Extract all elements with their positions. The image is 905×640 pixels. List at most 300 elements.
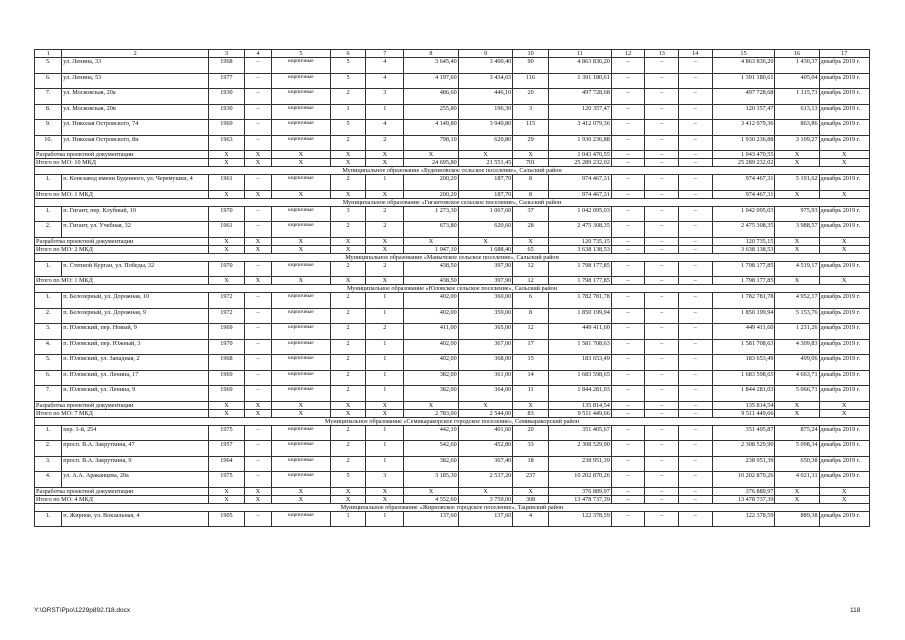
table-cell: 3 109,27 (775, 135, 819, 151)
column-header-cell: 2 (62, 50, 209, 58)
table-cell: – (645, 104, 679, 120)
table-cell: 238 951,39 (548, 456, 611, 472)
building-row (35, 175, 870, 191)
summary-cell: X (330, 277, 366, 285)
table-cell: 3 185,30 (404, 472, 459, 488)
summary-cell: – (645, 190, 679, 198)
table-cell: 3 (330, 206, 366, 222)
summary-cell: X (366, 190, 404, 198)
table-cell: 122 378,59 (548, 511, 611, 527)
table-cell: пер. 1-й, 254 (62, 425, 209, 441)
table-cell: – (645, 324, 679, 340)
table-cell: 2 (366, 261, 404, 277)
table-cell: 4 (366, 73, 404, 89)
building-row (35, 324, 870, 340)
summary-cell: 13 478 737,39 (548, 495, 611, 503)
table-cell: 497 728,68 (712, 89, 775, 105)
summary-cell: X (819, 409, 869, 417)
summary-row (35, 409, 870, 417)
table-cell: – (645, 58, 679, 74)
summary-cell: X (330, 190, 366, 198)
table-cell: 1 115,73 (775, 89, 819, 105)
column-header-cell: 9 (458, 50, 513, 58)
table-cell: – (678, 120, 712, 136)
summary-cell: X (404, 401, 459, 409)
table-cell: 438,50 (404, 261, 459, 277)
table-cell: 137,60 (404, 511, 459, 527)
building-row (35, 73, 870, 89)
summary-cell: 1 798 177,85 (712, 277, 775, 285)
table-cell: 1 (366, 511, 404, 527)
column-header-cell: 11 (548, 50, 611, 58)
table-cell: 401,60 (458, 425, 513, 441)
table-cell: 37 (513, 206, 549, 222)
table-cell: 2. (35, 222, 62, 238)
summary-cell: X (330, 151, 366, 159)
summary-cell: X (819, 190, 869, 198)
table-cell: 2 537,20 (458, 472, 513, 488)
summary-cell: X (366, 495, 404, 503)
section-heading-row (35, 503, 870, 511)
table-cell: 29 (513, 135, 549, 151)
summary-cell: – (678, 159, 712, 167)
table-cell: 5 (330, 120, 366, 136)
table-cell: – (678, 293, 712, 309)
building-row (35, 206, 870, 222)
summary-cell: X (775, 277, 819, 285)
summary-cell: X (209, 237, 245, 245)
summary-cell: 2 783,00 (404, 409, 459, 417)
table-cell: 452,80 (458, 441, 513, 457)
table-cell: 238 951,39 (712, 456, 775, 472)
table-cell: декабрь 2019 г. (819, 58, 869, 74)
table-cell: – (611, 135, 645, 151)
table-cell: 1 798 177,85 (548, 261, 611, 277)
table-body (35, 50, 870, 527)
table-cell: – (678, 425, 712, 441)
summary-cell: X (775, 159, 819, 167)
summary-cell: 3 638 138,53 (712, 245, 775, 253)
table-cell: 1970 (209, 339, 245, 355)
table-cell: ул. Ленина, 53 (62, 73, 209, 89)
building-row (35, 370, 870, 386)
column-header-cell: 13 (645, 50, 679, 58)
table-cell: п. Юловский, пер. Новый, 9 (62, 324, 209, 340)
table-cell: – (244, 441, 271, 457)
table-cell: 351 405,67 (548, 425, 611, 441)
table-cell: 5 191,62 (775, 175, 819, 191)
table-cell: – (244, 120, 271, 136)
table-cell: 1957 (209, 441, 245, 457)
table-cell: декабрь 2019 г. (819, 425, 869, 441)
table-cell: 2 (366, 206, 404, 222)
table-cell: 2 (330, 386, 366, 402)
table-cell: – (645, 120, 679, 136)
table-cell: декабрь 2019 г. (819, 175, 869, 191)
table-cell: 1969 (209, 324, 245, 340)
building-row (35, 308, 870, 324)
summary-cell: 187,70 (458, 190, 513, 198)
table-cell: – (244, 386, 271, 402)
table-cell: – (678, 441, 712, 457)
summary-cell: – (645, 409, 679, 417)
table-cell: 6. (35, 370, 62, 386)
table-cell: 1 (366, 456, 404, 472)
table-cell: 1 (366, 339, 404, 355)
summary-cell: 3 638 138,53 (548, 245, 611, 253)
building-row (35, 339, 870, 355)
table-cell: – (678, 308, 712, 324)
table-cell: 2 (330, 355, 366, 371)
table-cell: 12 (513, 324, 549, 340)
table-cell: 5 (330, 58, 366, 74)
table-cell: кирпичные (272, 175, 331, 191)
summary-cell: – (611, 277, 645, 285)
table-cell: 1 930 236,88 (712, 135, 775, 151)
table-cell: – (678, 261, 712, 277)
summary-cell: X (819, 245, 869, 253)
table-cell: – (611, 386, 645, 402)
table-cell: 3 988,57 (775, 222, 819, 238)
table-cell: – (678, 58, 712, 74)
table-cell: кирпичные (272, 441, 331, 457)
table-cell: кирпичные (272, 89, 331, 105)
table-cell: 1 231,26 (775, 324, 819, 340)
table-cell: 28 (513, 222, 549, 238)
table-cell: 1 (366, 425, 404, 441)
table-cell: – (678, 89, 712, 105)
table-cell: 20 (513, 89, 549, 105)
table-cell: просп. В.А. Закруткина, 9 (62, 456, 209, 472)
table-cell: п. Юловский, ул. Западная, 2 (62, 355, 209, 371)
table-cell: 2 (330, 89, 366, 105)
table-cell: 497 728,68 (548, 89, 611, 105)
table-cell: 3 (513, 104, 549, 120)
summary-cell: X (366, 245, 404, 253)
summary-cell: – (678, 409, 712, 417)
summary-cell: 135 814,54 (548, 401, 611, 409)
summary-cell: X (366, 159, 404, 167)
table-cell: 1 042 095,03 (712, 206, 775, 222)
building-row (35, 222, 870, 238)
summary-cell: – (611, 190, 645, 198)
table-cell: 5 (330, 472, 366, 488)
table-cell: кирпичные (272, 104, 331, 120)
table-cell: 1 (330, 104, 366, 120)
table-cell: 1 844 281,03 (712, 386, 775, 402)
summary-cell: 65 (513, 245, 549, 253)
table-cell: 120 357,47 (712, 104, 775, 120)
table-cell: 1 798 177,85 (712, 261, 775, 277)
table-cell: 1970 (209, 206, 245, 222)
table-cell: кирпичные (272, 222, 331, 238)
table-cell: декабрь 2019 г. (819, 456, 869, 472)
table-cell: 1969 (209, 370, 245, 386)
summary-cell: 2 544,00 (458, 409, 513, 417)
table-cell: 1 581 708,63 (712, 339, 775, 355)
summary-cell: 13 478 737,39 (712, 495, 775, 503)
table-cell: 14 (513, 370, 549, 386)
summary-cell: X (819, 487, 869, 495)
table-cell: 3 (366, 472, 404, 488)
table-cell: 449 411,60 (548, 324, 611, 340)
table-cell: декабрь 2019 г. (819, 511, 869, 527)
table-cell: 442,10 (404, 425, 459, 441)
table-cell: – (645, 425, 679, 441)
section-heading-row (35, 167, 870, 175)
summary-cell: X (272, 245, 331, 253)
table-cell: – (244, 472, 271, 488)
table-cell: 3 (366, 89, 404, 105)
table-cell: 2 (330, 175, 366, 191)
table-cell: – (611, 58, 645, 74)
table-cell: 351 495,87 (712, 425, 775, 441)
program-table-sheet (34, 49, 870, 527)
table-cell: 137,60 (458, 511, 513, 527)
summary-cell: X (272, 495, 331, 503)
summary-label: Итого по МО: 4 МКД (35, 495, 209, 503)
summary-cell: X (819, 151, 869, 159)
table-cell: 1 (366, 355, 404, 371)
column-header-cell: 8 (404, 50, 459, 58)
table-cell: – (244, 511, 271, 527)
table-cell: – (244, 425, 271, 441)
summary-cell: X (513, 487, 549, 495)
table-cell: 2 (366, 135, 404, 151)
summary-cell: 397,90 (458, 277, 513, 285)
table-cell: 402,00 (404, 293, 459, 309)
table-cell: – (244, 104, 271, 120)
summary-label: Итого по МО: 1 МКД (35, 277, 209, 285)
table-cell: 1963 (209, 135, 245, 151)
summary-cell: X (458, 401, 513, 409)
table-cell: 5. (35, 355, 62, 371)
summary-label: Итого по МО: 1 МКД (35, 190, 209, 198)
summary-cell: X (244, 159, 271, 167)
table-cell: – (645, 441, 679, 457)
table-cell: – (244, 324, 271, 340)
summary-cell: – (611, 495, 645, 503)
table-cell: – (678, 222, 712, 238)
summary-cell: 9 511 449,66 (712, 409, 775, 417)
municipality-heading: Муниципальное образование «Семикаракорское городское поселение», Семикаракорский район (35, 417, 870, 425)
summary-cell: – (611, 151, 645, 159)
table-cell: кирпичные (272, 324, 331, 340)
summary-cell: X (330, 401, 366, 409)
table-cell: п. Степной Курган, ул. Победы, 32 (62, 261, 209, 277)
table-cell: 33 (513, 441, 549, 457)
table-cell: – (611, 511, 645, 527)
table-cell: ул. Ленина, 33 (62, 58, 209, 74)
table-cell: – (645, 339, 679, 355)
table-cell: 10. (35, 135, 62, 151)
section-heading-row (35, 417, 870, 425)
building-row (35, 425, 870, 441)
table-cell: п. Юловский, пер. Южный, 3 (62, 339, 209, 355)
table-cell: 449 411,60 (712, 324, 775, 340)
table-cell: 1 (366, 175, 404, 191)
summary-cell: 24 695,80 (404, 159, 459, 167)
page-number: 118 (850, 607, 861, 614)
section-heading-row (35, 253, 870, 261)
section-heading-row (35, 285, 870, 293)
table-cell: – (678, 206, 712, 222)
summary-cell: – (645, 237, 679, 245)
table-cell: 12 (513, 261, 549, 277)
table-cell: 4 197,60 (404, 73, 459, 89)
table-cell: 4. (35, 339, 62, 355)
table-cell: п. Жирнов, ул. Вокзальная, 4 (62, 511, 209, 527)
summary-cell: X (404, 151, 459, 159)
table-cell: – (611, 339, 645, 355)
summary-row (35, 277, 870, 285)
summary-cell: X (209, 190, 245, 198)
summary-label: Разработка проектной документации (35, 487, 209, 495)
table-cell: – (678, 175, 712, 191)
table-cell: 2 (330, 293, 366, 309)
summary-cell: 974 467,31 (712, 190, 775, 198)
table-cell: 402,00 (404, 308, 459, 324)
table-cell: 5 098,34 (775, 441, 819, 457)
table-cell: 4 (366, 58, 404, 74)
table-cell: 4 663,71 (775, 370, 819, 386)
table-cell: – (645, 222, 679, 238)
table-cell: 18 (513, 456, 549, 472)
summary-cell: – (645, 495, 679, 503)
summary-cell: X (209, 495, 245, 503)
summary-row (35, 159, 870, 167)
table-cell: декабрь 2019 г. (819, 386, 869, 402)
table-cell: кирпичные (272, 293, 331, 309)
table-cell: – (244, 370, 271, 386)
summary-row (35, 237, 870, 245)
building-row (35, 456, 870, 472)
summary-cell: X (244, 245, 271, 253)
table-cell: 183 653,49 (712, 355, 775, 371)
table-cell: – (678, 73, 712, 89)
summary-cell: X (244, 401, 271, 409)
table-cell: – (645, 370, 679, 386)
table-cell: 2 (330, 370, 366, 386)
summary-cell: X (404, 237, 459, 245)
table-cell: кирпичные (272, 370, 331, 386)
summary-cell: X (366, 409, 404, 417)
summary-cell: – (678, 190, 712, 198)
table-cell: 397,90 (458, 261, 513, 277)
summary-cell: X (458, 151, 513, 159)
table-cell: – (244, 89, 271, 105)
table-cell: 875,24 (775, 425, 819, 441)
housing-repair-table (34, 49, 870, 527)
summary-row (35, 495, 870, 503)
summary-cell: – (645, 401, 679, 409)
summary-cell: – (611, 487, 645, 495)
table-cell: 2 (330, 456, 366, 472)
summary-cell: X (330, 237, 366, 245)
table-cell: 411,00 (404, 324, 459, 340)
table-cell: 1968 (209, 355, 245, 371)
table-cell: – (611, 308, 645, 324)
table-cell: 1 (366, 370, 404, 386)
summary-row (35, 151, 870, 159)
table-cell: – (611, 472, 645, 488)
table-cell: кирпичные (272, 386, 331, 402)
table-cell: – (611, 425, 645, 441)
column-header-cell: 15 (712, 50, 775, 58)
summary-cell: 8 (513, 190, 549, 198)
table-cell: п. Юловский, ул. Ленина, 9 (62, 386, 209, 402)
summary-cell: 308 (513, 495, 549, 503)
table-cell: 2 (330, 324, 366, 340)
table-cell: – (611, 370, 645, 386)
table-cell: кирпичные (272, 120, 331, 136)
table-cell: 3. (35, 456, 62, 472)
table-cell: 382,60 (404, 456, 459, 472)
summary-cell: X (366, 487, 404, 495)
table-cell: 10 202 870,26 (548, 472, 611, 488)
table-cell: 8 (513, 175, 549, 191)
table-cell: – (611, 120, 645, 136)
table-cell: – (678, 324, 712, 340)
table-cell: 8. (35, 104, 62, 120)
summary-cell: 9 511 449,66 (548, 409, 611, 417)
summary-cell: X (775, 495, 819, 503)
table-cell: – (678, 370, 712, 386)
summary-cell: X (244, 487, 271, 495)
table-cell: 2 308 529,90 (548, 441, 611, 457)
municipality-heading: Муниципальное образование «Жирновское городское поселение», Тацинский район (35, 503, 870, 511)
table-cell: 9. (35, 120, 62, 136)
table-cell: – (645, 73, 679, 89)
summary-cell: X (244, 190, 271, 198)
building-row (35, 355, 870, 371)
summary-cell: – (678, 277, 712, 285)
summary-cell: 1 043 470,55 (712, 151, 775, 159)
table-cell: 116 (513, 73, 549, 89)
summary-cell: X (272, 277, 331, 285)
column-header-cell: 5 (272, 50, 331, 58)
table-cell: 8 (513, 308, 549, 324)
summary-cell: 1 798 177,85 (548, 277, 611, 285)
table-cell: 382,00 (404, 386, 459, 402)
table-cell: – (645, 175, 679, 191)
building-row (35, 441, 870, 457)
summary-cell: X (330, 245, 366, 253)
summary-cell: – (645, 151, 679, 159)
table-cell: 3 434,65 (458, 73, 513, 89)
table-cell: 2 (330, 222, 366, 238)
table-cell: 10 202 870,26 (712, 472, 775, 488)
building-row (35, 261, 870, 277)
summary-cell: 21 551,45 (458, 159, 513, 167)
summary-cell: X (366, 277, 404, 285)
table-cell: 17 (513, 339, 549, 355)
column-header-cell: 16 (775, 50, 819, 58)
table-cell: 405,04 (775, 73, 819, 89)
table-cell: 1 (366, 293, 404, 309)
table-cell: 2 475 308,35 (548, 222, 611, 238)
summary-cell: 25 289 232,02 (548, 159, 611, 167)
table-cell: – (645, 355, 679, 371)
table-cell: 6 (513, 293, 549, 309)
table-cell: 1. (35, 293, 62, 309)
table-cell: 365,00 (458, 324, 513, 340)
building-row (35, 104, 870, 120)
summary-cell: – (678, 487, 712, 495)
summary-cell: X (272, 401, 331, 409)
summary-cell: 83 (513, 409, 549, 417)
table-cell: 499,06 (775, 355, 819, 371)
